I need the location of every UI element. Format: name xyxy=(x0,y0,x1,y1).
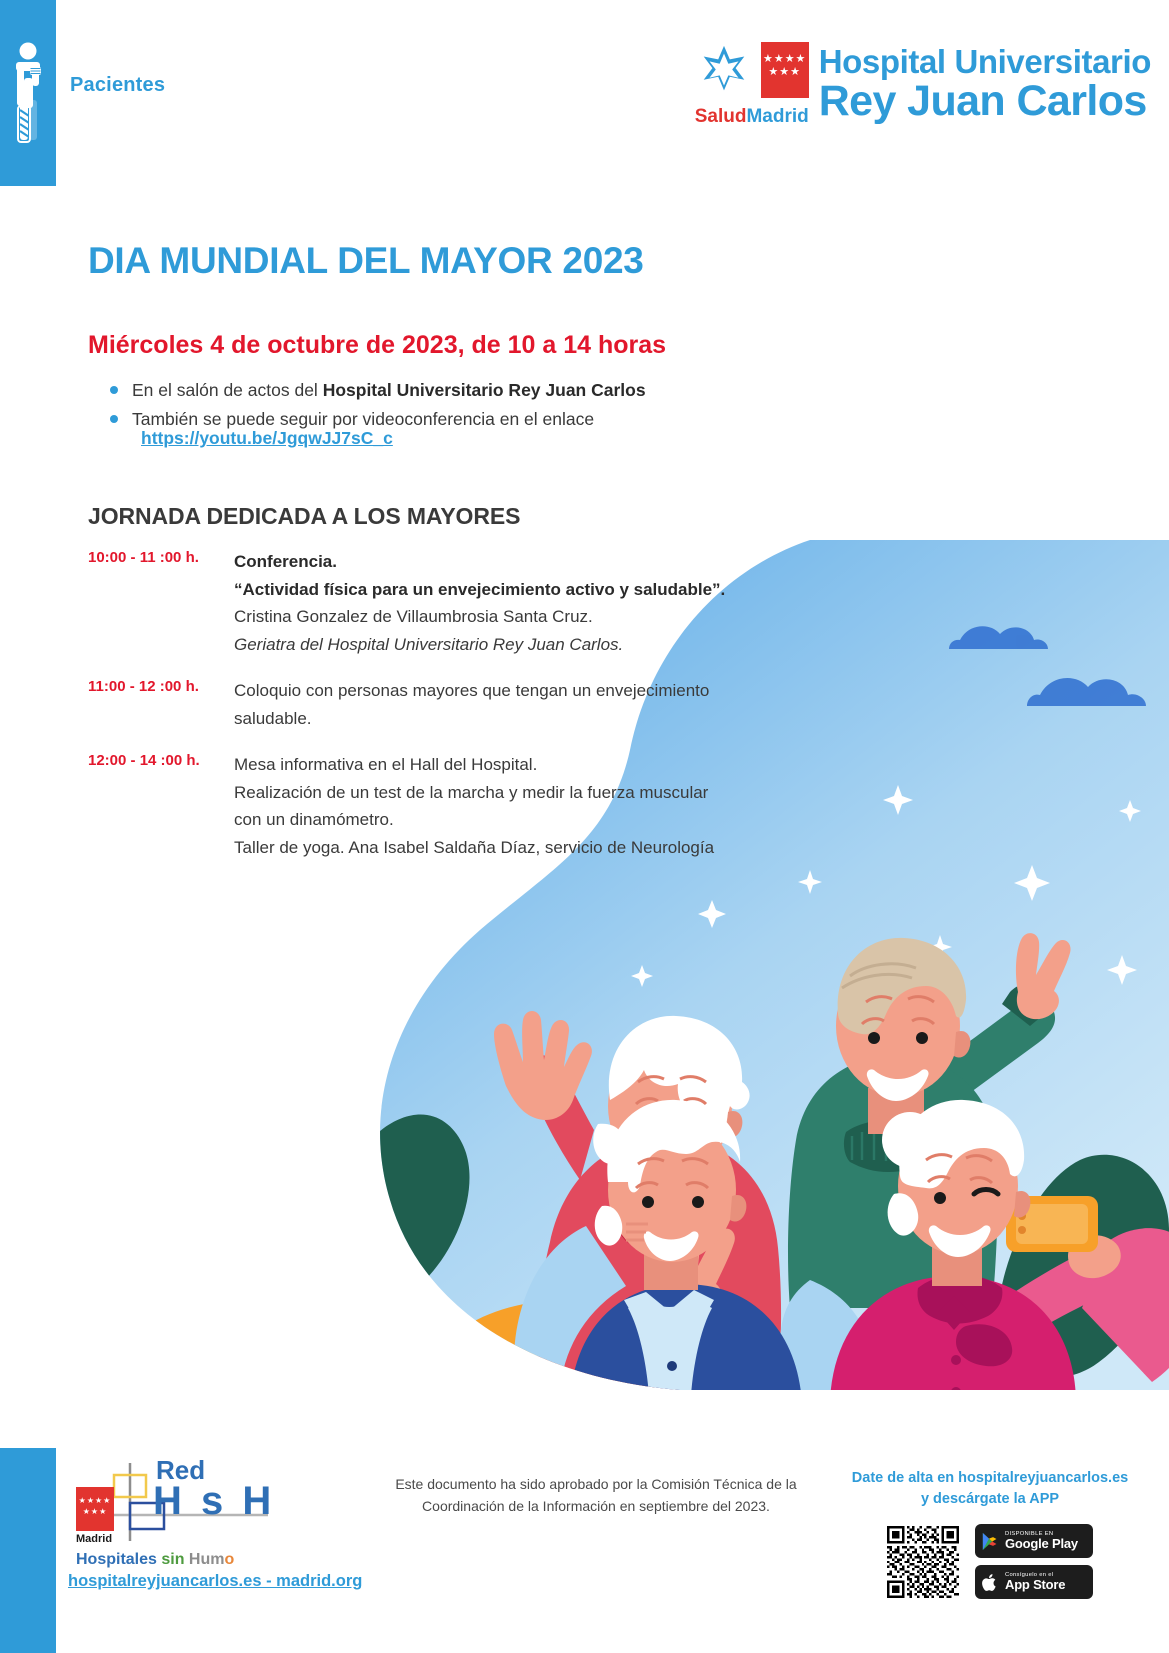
footer-side-tab xyxy=(0,1448,56,1653)
hospital-name-line1: Hospital Universitario xyxy=(818,43,1151,80)
website-line[interactable]: hospitalreyjuancarlos.es - madrid.org xyxy=(68,1572,363,1590)
approval-line-2: Coordinación de la Información en septiembre del 2023. xyxy=(422,1498,770,1515)
agenda-line: saludable. xyxy=(234,708,312,728)
agenda-list xyxy=(88,548,728,880)
agenda-time: 12:00 - 14 :00 h. xyxy=(88,752,200,770)
madrid-flag-icon xyxy=(76,1487,114,1531)
bullet-prefix: En el salón de actos del xyxy=(132,380,323,400)
agenda-time: 11:00 - 12 :00 h. xyxy=(88,678,199,696)
agenda-line: Coloquio con personas mayores que tengan un envejecimiento xyxy=(234,681,710,701)
agenda-line: Cristina Gonzalez de Villaumbrosia Santa Cruz. xyxy=(234,607,593,627)
flag-stars-bottom: ★★★ xyxy=(82,1507,108,1516)
approval-line-1: Este documento ha sido aprobado por la Comisión Técnica de la xyxy=(395,1476,797,1492)
hsh-word: H s H xyxy=(153,1479,276,1523)
salud-madrid-logo-mark xyxy=(695,40,809,128)
tagline-sin: sin xyxy=(161,1551,189,1568)
hospital-name xyxy=(819,45,1151,123)
hospital-name-line2: Rey Juan Carlos xyxy=(818,77,1147,125)
hospitales-sin-humo-tagline xyxy=(76,1551,234,1569)
flag-stars-top: ★★★★ xyxy=(78,1496,112,1505)
agenda-body xyxy=(234,548,725,658)
bullet-text xyxy=(132,378,646,403)
list-item xyxy=(110,378,750,403)
agenda-row xyxy=(88,677,728,732)
bullet-dot-icon xyxy=(110,415,118,423)
salud-madrid-star-icon xyxy=(695,42,753,100)
madrid-word: Madrid xyxy=(746,106,809,127)
bullet-text: También se puede seguir por videoconferencia en el enlace xyxy=(132,409,595,430)
pacientes-label: Pacientes xyxy=(70,74,166,96)
flag-stars-bottom: ★★★ xyxy=(768,66,801,78)
tagline-o: o xyxy=(224,1551,235,1568)
red-hospitales-sin-humo-logo xyxy=(68,1455,298,1568)
app-download-heading xyxy=(830,1468,1150,1510)
qr-code[interactable] xyxy=(887,1526,959,1598)
madrid-flag-icon xyxy=(761,42,809,98)
madrid-label: Madrid xyxy=(76,1533,113,1545)
app-store-text xyxy=(1005,1572,1065,1592)
apple-icon xyxy=(982,1573,999,1592)
tagline-hum: Hum xyxy=(188,1551,225,1568)
agenda-body xyxy=(234,677,709,732)
agenda-line: Geriatra del Hospital Universitario Rey Juan Carlos. xyxy=(234,634,624,654)
agenda-line: “Actividad física para un envejecimiento activo y saludable”. xyxy=(234,579,726,599)
tagline-hospitales: Hospitales xyxy=(76,1551,162,1568)
app-store-big: App Store xyxy=(1005,1577,1066,1593)
agenda-line: Taller de yoga. Ana Isabel Saldaña Díaz, servicio de Neurología xyxy=(234,837,715,857)
bullet-bold: Hospital Universitario Rey Juan Carlos xyxy=(322,380,646,400)
app-heading-line-2: y descárgate la APP xyxy=(920,1491,1060,1508)
store-badges xyxy=(975,1524,1093,1599)
event-date-subtitle: Miércoles 4 de octubre de 2023, de 10 a 14 horas xyxy=(88,331,667,359)
agenda-row xyxy=(88,548,728,658)
patient-with-bandage-icon xyxy=(10,40,46,150)
agenda-time: 10:00 - 11 :00 h. xyxy=(88,549,199,566)
agenda-line: Conferencia. xyxy=(234,552,337,571)
app-store-small: Consíguelo en el xyxy=(1005,1572,1054,1579)
app-heading-line-1: Date de alta en hospitalreyjuancarlos.es xyxy=(851,1470,1129,1486)
page-title: DIA MUNDIAL DEL MAYOR 2023 xyxy=(88,240,644,281)
agenda-line: Realización de un test de la marcha y medir la fuerza muscular xyxy=(234,782,709,802)
flag-stars-top: ★★★★ xyxy=(762,53,807,65)
section-heading: JORNADA DEDICADA A LOS MAYORES xyxy=(88,503,521,529)
salud-word: Salud xyxy=(694,106,747,127)
google-play-badge[interactable] xyxy=(975,1524,1093,1558)
google-play-big: Google Play xyxy=(1005,1536,1078,1552)
app-store-badge[interactable] xyxy=(975,1565,1093,1599)
salud-madrid-wordmark xyxy=(695,106,809,128)
approval-note xyxy=(376,1473,816,1518)
agenda-body xyxy=(234,751,714,861)
agenda-line: con un dinamómetro. xyxy=(234,810,394,830)
bullet-dot-icon xyxy=(110,386,118,394)
pacientes-side-tab xyxy=(0,0,56,186)
google-play-small: DISPONIBLE EN xyxy=(1005,1531,1054,1538)
hospital-logo xyxy=(695,34,1151,134)
google-play-icon xyxy=(982,1532,999,1551)
red-word: Red xyxy=(156,1455,206,1485)
app-download-block xyxy=(830,1468,1150,1599)
badges-row xyxy=(830,1524,1150,1599)
agenda-line: Mesa informativa en el Hall del Hospital. xyxy=(234,755,538,775)
google-play-text xyxy=(1005,1531,1078,1551)
agenda-row xyxy=(88,751,728,861)
youtube-link[interactable]: https://youtu.be/JgqwJJ7sC_c xyxy=(141,428,393,448)
